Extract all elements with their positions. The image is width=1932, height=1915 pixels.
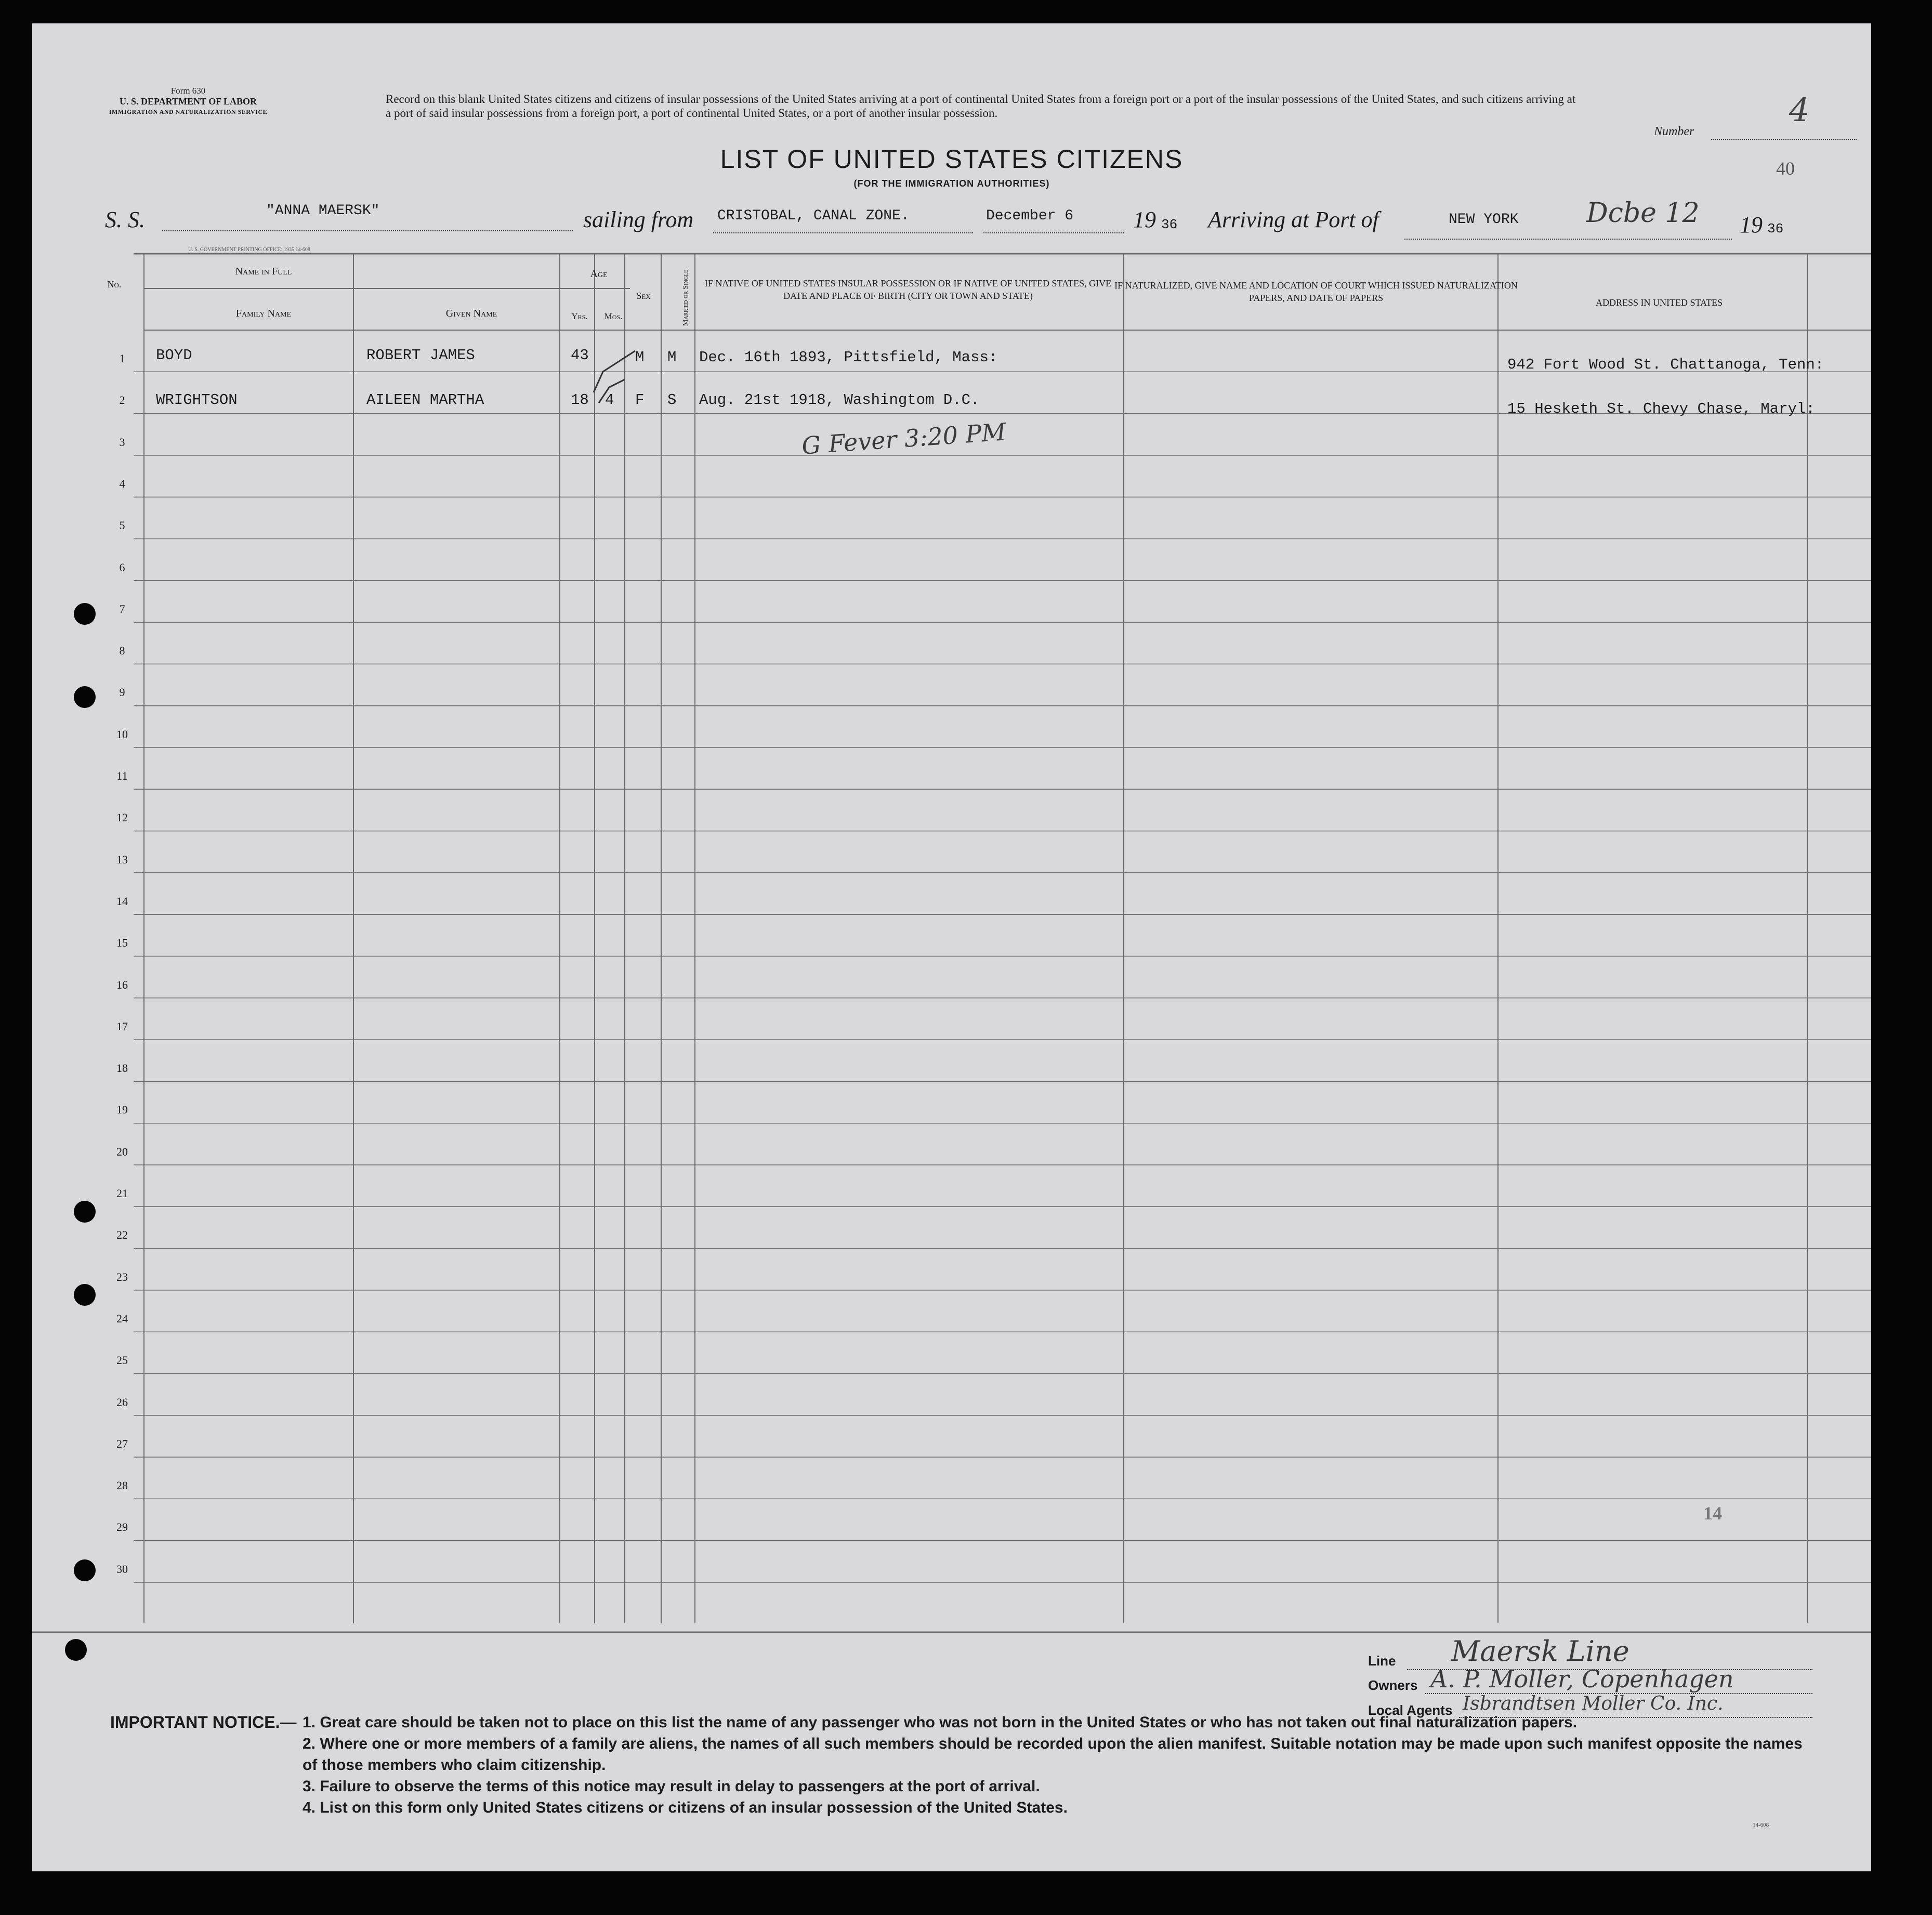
sailing-from-port: CRISTOBAL, CANAL ZONE. <box>717 208 910 224</box>
address: 942 Fort Wood St. Chattanoga, Tenn: <box>1507 356 1824 373</box>
notice-item: 4. List on this form only United States citizens or citizens of an insular possession of the United States. <box>303 1799 1068 1816</box>
punch-hole <box>74 1559 96 1581</box>
punch-hole <box>74 686 96 708</box>
age-months: 4 <box>605 391 614 409</box>
row-number: 11 <box>116 769 128 782</box>
row-number: 24 <box>116 1311 128 1325</box>
header-yrs: Yrs. <box>571 311 588 321</box>
row-number: 12 <box>116 811 128 824</box>
arriving-port: NEW YORK <box>1449 212 1519 228</box>
family-name: WRIGHTSON <box>156 391 238 409</box>
department-name: U. S. DEPARTMENT OF LABOR <box>119 96 257 107</box>
header-name-in-full: Name in Full <box>235 266 292 277</box>
line-label: Line <box>1368 1653 1396 1669</box>
notice-item: 1. Great care should be taken not to place on this list the name of any passenger who was not born in the United States or who has not taken out final naturalization papers. <box>303 1714 1578 1731</box>
arriving-date: Dcbe 12 <box>1586 198 1700 229</box>
printer-line: U. S. GOVERNMENT PRINTING OFFICE: 1935 14-608 <box>188 247 310 253</box>
header-family-name: Family Name <box>235 308 292 319</box>
row-number: 3 <box>119 435 125 449</box>
row-number: 17 <box>116 1019 128 1033</box>
header-married-or-single: Married or Single <box>682 269 690 326</box>
row-number: 4 <box>119 477 125 490</box>
manifest-sheet <box>32 23 1871 1871</box>
form-code: 14-608 <box>1753 1822 1769 1828</box>
sailing-year-prefix: 19 <box>1133 207 1156 232</box>
row-number: 8 <box>119 644 125 658</box>
row-number: 28 <box>116 1479 128 1492</box>
sailing-from-label: sailing from <box>583 207 694 232</box>
form-instructions: Record on this blank United States citizens and citizens of insular possessions of the United States arriving at a port of continental United States from a foreign port or a port of the insular possessions of the United States, and such citizens arriving at a port of said insular possessions from a foreign port, a port of continental United States, or a port of another insular possession. <box>386 93 1576 120</box>
line-value: Maersk Line <box>1451 1635 1629 1668</box>
row-number: 2 <box>119 394 125 407</box>
row-number: 23 <box>116 1270 128 1283</box>
birth-info: Dec. 16th 1893, Pittsfield, Mass: <box>699 349 998 366</box>
handwritten-annotation: G Fever 3:20 PM <box>800 417 1007 460</box>
local-agents-label: Local Agents <box>1368 1702 1453 1718</box>
service-name: IMMIGRATION AND NATURALIZATION SERVICE <box>109 108 268 115</box>
row-number: 16 <box>116 978 128 991</box>
number-value: 4 <box>1789 91 1810 129</box>
arriving-label: Arriving at Port of <box>1208 207 1379 232</box>
row-number: 21 <box>116 1187 128 1200</box>
birth-info: Aug. 21st 1918, Washingtom D.C. <box>699 391 980 409</box>
check-marks <box>578 320 651 424</box>
row-number: 15 <box>116 936 128 950</box>
header-birth: IF NATIVE OF UNITED STATES INSULAR POSSESSION OR IF NATIVE OF UNITED STATES, GIVE DATE AND PLACE OF BIRTH (CITY OR TOWN AND STATE) <box>704 278 1112 301</box>
row-number: 9 <box>119 686 125 699</box>
family-name: BOYD <box>156 347 192 364</box>
header-mos: Mos. <box>604 311 623 321</box>
sheet-number: 40 <box>1776 158 1795 179</box>
row-number: 19 <box>116 1103 128 1117</box>
row-number: 25 <box>116 1354 128 1367</box>
header-address: ADDRESS IN UNITED STATES <box>1595 297 1723 308</box>
row-number: 5 <box>119 519 125 532</box>
header-given-name: Given Name <box>445 308 497 319</box>
owners-label: Owners <box>1368 1677 1418 1693</box>
given-name: AILEEN MARTHA <box>366 391 484 409</box>
sailing-year: 36 <box>1161 217 1178 232</box>
row-number: 26 <box>116 1395 128 1409</box>
number-label: Number <box>1654 125 1694 138</box>
arriving-year-prefix: 19 <box>1740 212 1763 238</box>
row-number: 14 <box>116 894 128 908</box>
given-name: ROBERT JAMES <box>366 347 475 364</box>
punch-hole <box>74 603 96 625</box>
ss-label: S. S. <box>105 207 145 232</box>
row-number: 29 <box>116 1520 128 1534</box>
row-number: 18 <box>116 1061 128 1075</box>
arriving-year: 36 <box>1767 221 1784 237</box>
row-number: 1 <box>119 352 125 365</box>
age-years: 43 <box>571 347 589 364</box>
row-number: 7 <box>119 602 125 615</box>
notice-item: 3. Failure to observe the terms of this notice may result in delay to passengers at the port of arrival. <box>303 1778 1040 1795</box>
address: 15 Hesketh St. Chevy Chase, Maryl: <box>1507 400 1815 417</box>
header-naturalized: IF NATURALIZED, GIVE NAME AND LOCATION OF COURT WHICH ISSUED NATURALIZATION PAPERS, AND DATE OF PAPERS <box>1114 280 1518 303</box>
ship-name: "ANNA MAERSK" <box>266 203 380 219</box>
row-number: 30 <box>116 1562 128 1576</box>
form-number: Form 630 <box>170 86 206 96</box>
sailing-date: December 6 <box>986 208 1074 224</box>
punch-hole <box>74 1201 96 1223</box>
bottom-page-number: 14 <box>1703 1503 1722 1524</box>
married-status: M <box>667 349 677 366</box>
row-number: 27 <box>116 1437 128 1450</box>
punch-hole <box>74 1284 96 1306</box>
page-subtitle: (FOR THE IMMIGRATION AUTHORITIES) <box>853 178 1050 189</box>
row-number: 13 <box>116 852 128 866</box>
row-number: 10 <box>116 727 128 741</box>
married-status: S <box>667 391 677 409</box>
row-number: 20 <box>116 1145 128 1158</box>
notice-item: 2. Where one or more members of a family are aliens, the names of all such members should be recorded upon the alien manifest. Suitable notation may be made upon such manifest opposite the names of those members who claim citizenship. <box>303 1735 1803 1774</box>
sex: M <box>635 349 645 366</box>
local-agents-value: Isbrandtsen Moller Co. Inc. <box>1463 1693 1724 1714</box>
row-number: 22 <box>116 1228 128 1242</box>
header-no: No. <box>107 279 122 290</box>
page-title: LIST OF UNITED STATES CITIZENS <box>720 145 1184 174</box>
punch-hole <box>65 1639 87 1661</box>
header-age: Age <box>590 268 608 280</box>
row-number: 6 <box>119 560 125 574</box>
notice-heading: IMPORTANT NOTICE.— <box>110 1713 297 1732</box>
owners-value: A. P. Moller, Copenhagen <box>1430 1665 1734 1693</box>
sex: F <box>635 391 645 409</box>
age-years: 18 <box>571 391 589 409</box>
header-sex: Sex <box>636 291 651 301</box>
